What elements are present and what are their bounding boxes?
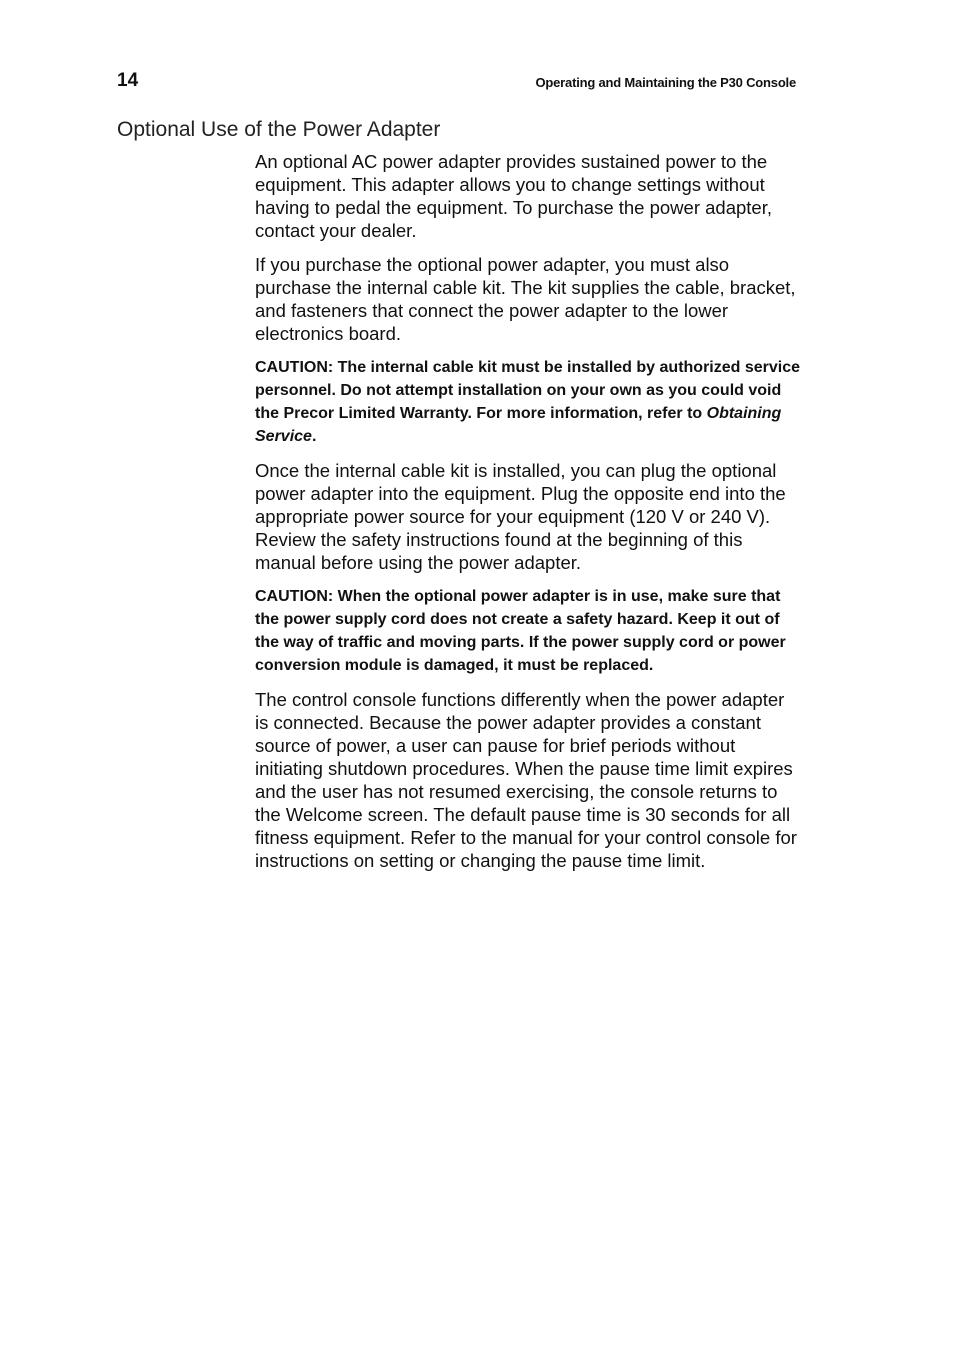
caution-power-cord: CAUTION: When the optional power adapter is in use, make sure that the power supply cord does not create a safety hazard. Keep it out of the way of traffic and moving parts. If the power supply cord or power conversion module is damaged, it must be replaced. [255,588,786,674]
paragraph-pause-behavior: The control console functions differently when the power adapter is connected. Because the power adapter provides a constant source of power, a user can pause for brief periods without initiating shutdown procedures. When the pause time limit expires and the user has not resumed exercising, the console returns to the Welcome screen. The default pause time is 30 seconds for all fitness equipment. Refer to the manual for your control console for instructions on setting or changing the pause time limit. [255,689,797,871]
paragraph-cable-kit: If you purchase the optional power adapter, you must also purchase the internal cable kit. The kit supplies the cable, bracket, and fasteners that connect the power adapter to the lower electronics board. [255,254,796,344]
caution-installation-end: . [311,428,317,445]
caution-installation [255,356,800,448]
caution-installation-text: CAUTION: The internal cable kit must be installed by authorized service personnel. Do not attempt installation on your own as you could void the Precor Limited Warranty. For more information, refer to [255,359,801,422]
page-number: 14 [117,70,139,91]
body-content [255,150,800,883]
paragraph-plug-in: Once the internal cable kit is installed, you can plug the optional power adapter into the equipment. Plug the opposite end into the appropriate power source for your equipment (120 V or 240 V). Review the safety instructions found at the beginning of this manual before using the power adapter. [255,460,786,573]
paragraph-power-adapter-intro: An optional AC power adapter provides sustained power to the equipment. This adapter allows you to change settings without having to pedal the equipment. To purchase the power adapter, contact your dealer. [255,151,772,241]
obtaining-service-reference: Obtaining Service [255,405,782,445]
section-title: Optional Use of the Power Adapter [117,118,441,141]
running-header: Operating and Maintaining the P30 Console [535,75,796,90]
